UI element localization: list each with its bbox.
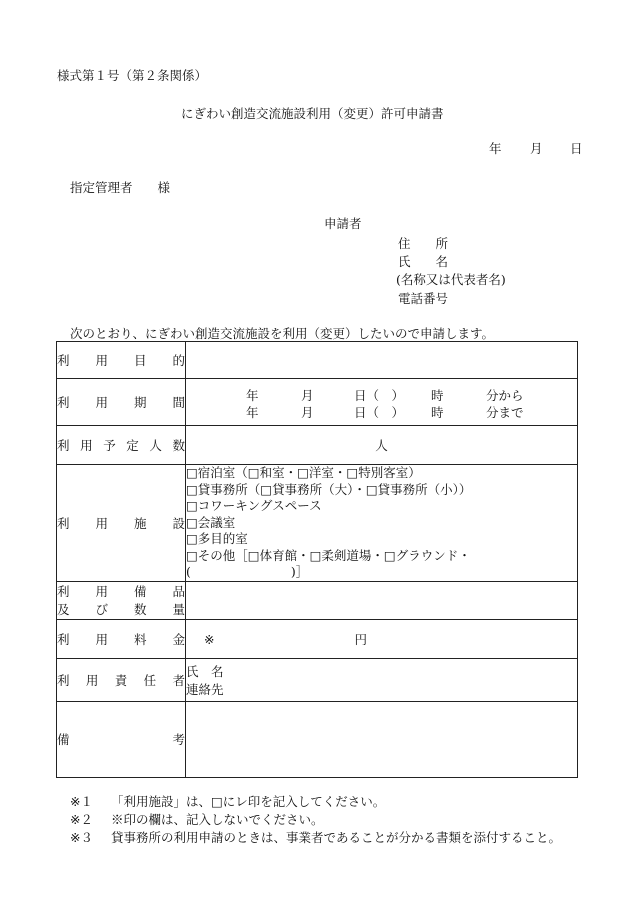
row-facility: [57, 465, 578, 582]
date-year-label: 年: [489, 141, 502, 156]
applicant-phone-label: 電話番号: [398, 291, 449, 306]
label-period: 利 用 期 間: [57, 379, 186, 426]
field-remarks[interactable]: [186, 701, 578, 777]
note-1-text: 「利用施設」は、□にレ印を記入してください。: [110, 794, 386, 809]
facility-option-coworking[interactable]: □コワーキングスペース: [186, 498, 322, 513]
row-remarks: [57, 701, 578, 777]
facility-option-office[interactable]: □貸事務所（□貸事務所（大）・□貸事務所（小））: [186, 481, 472, 497]
field-responsible[interactable]: [186, 658, 578, 701]
period-start-month: 月: [301, 388, 314, 403]
row-fee: [57, 619, 578, 658]
note-3: [70, 828, 561, 846]
period-start-day: 日（ ）: [354, 388, 405, 403]
facility-option-other[interactable]: □その他［□体育館・□柔剣道場・□グラウンド・( )］: [186, 547, 471, 579]
field-people[interactable]: [186, 426, 578, 465]
applicant-heading: 申請者: [324, 216, 362, 231]
facility-option-lodging[interactable]: □宿泊室（□和室・□洋室・□特別客室）: [186, 465, 421, 480]
period-start-hour: 時: [431, 388, 444, 403]
period-end-year: 年: [246, 405, 259, 420]
intro-text: 次のとおり、にぎわい創造交流施設を利用（変更）したいので申請します。: [70, 326, 495, 341]
label-people: 利 用 予 定 人 数: [57, 426, 186, 465]
period-start-year: 年: [246, 388, 259, 403]
row-responsible: [57, 658, 578, 701]
applicant-address-label: 住 所: [398, 236, 449, 251]
application-table: [56, 341, 578, 778]
field-equipment[interactable]: [186, 581, 578, 619]
responsible-name-label: 氏 名: [186, 663, 224, 679]
label-purpose: 利 用 目 的: [57, 342, 186, 379]
period-end-month: 月: [301, 405, 314, 420]
label-facility: 利 用 施 設: [57, 465, 186, 582]
label-fee: 利 用 料 金: [57, 619, 186, 658]
label-remarks: 備 考: [57, 701, 186, 777]
fee-unit: 円: [354, 631, 367, 647]
label-equipment: 利 用 備 品 及 び 数 量: [57, 581, 186, 619]
row-period: [57, 379, 578, 426]
field-period[interactable]: [186, 379, 578, 426]
period-end-hour: 時: [431, 405, 444, 420]
responsible-contact-label: 連絡先: [186, 681, 224, 697]
date-day-label: 日: [570, 141, 583, 156]
label-responsible: 利 用 責 任 者: [57, 658, 186, 701]
document-title: にぎわい創造交流施設利用（変更）許可申請書: [181, 106, 444, 121]
note-3-mark: ※３: [70, 830, 93, 845]
field-fee: [186, 619, 578, 658]
note-2: [70, 810, 323, 828]
people-unit: 人: [375, 438, 388, 453]
period-end-tail: 分まで: [486, 405, 524, 420]
facility-option-multipurpose[interactable]: □多目的室: [186, 531, 248, 546]
applicant-name-note: (名称又は代表者名): [396, 272, 506, 287]
fee-mark: ※: [204, 631, 215, 647]
form-number: 様式第１号（第２条関係）: [57, 68, 208, 83]
facility-option-meeting-room[interactable]: □会議室: [186, 514, 236, 530]
row-people: [57, 426, 578, 465]
row-purpose: [57, 342, 578, 379]
period-start-tail: 分から: [486, 388, 524, 403]
addressee: 指定管理者 様: [70, 180, 171, 195]
note-1-mark: ※１: [70, 794, 93, 809]
row-equipment: [57, 581, 578, 619]
note-3-text: 貸事務所の利用申請のときは、事業者であることが分かる書類を添付すること。: [110, 830, 561, 845]
period-end-day: 日（ ）: [354, 405, 405, 420]
field-facility: [186, 465, 578, 582]
field-purpose[interactable]: [186, 342, 578, 379]
note-2-text: ※印の欄は、記入しないでください。: [110, 812, 324, 827]
applicant-name-label: 氏 名: [398, 254, 449, 269]
note-2-mark: ※２: [70, 812, 93, 827]
note-1: [70, 792, 385, 810]
date-month-label: 月: [530, 141, 543, 156]
